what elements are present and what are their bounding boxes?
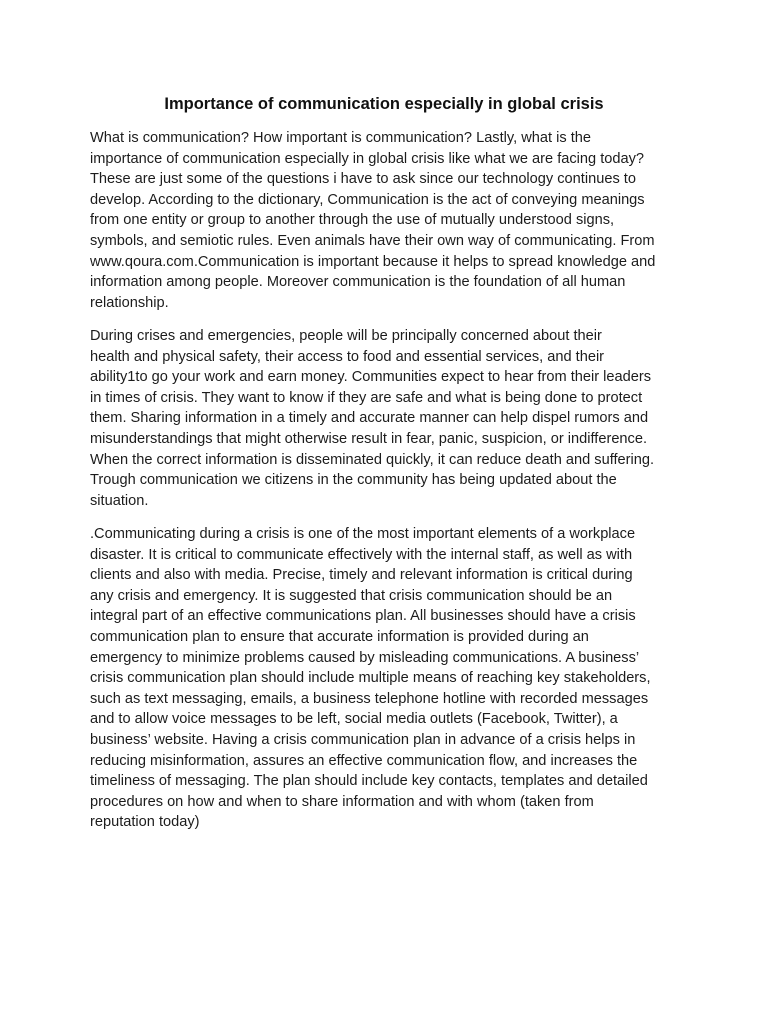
paragraph-workplace: .Communicating during a crisis is one of the most important elements of a workplace disaster. It is critical to communicate effectively with the internal staff, as well as with clients and also with media. Precise, timely and relevant information is critical during any crisis and emergency. It is suggested that crisis communication should be an integral part of an effective communications plan. All businesses should have a crisis communication plan to ensure that accurate information is provided during an emergency to minimize problems caused by misleading communications. A business’ crisis communication plan should include multiple means of reaching key stakeholders, such as text messaging, emails, a business telephone hotline with recorded messages and to allow voice messages to be left, social media outlets (Facebook, Twitter), a business’ website. Having a crisis communication plan in advance of a crisis helps in reducing misinformation, assures an effective communication flow, and increases the timeliness of messaging. The plan should include key contacts, templates and detailed procedures on how and when to share information and with whom (taken from reputation today) xyxy=(90,526,651,831)
document-title: Importance of communication especially in global crisis xyxy=(164,95,604,113)
paragraph-intro: What is communication? How important is communication? Lastly, what is the importance of communication especially in global crisis like what we are facing today? These are just some of the questions i have to ask since our technology continues to develop. According to the dictionary, Communication is the act of conveying meanings from one entity or group to another through the use of mutually understood signs, symbols, and semiotic rules. Even animals have their own way of communicating. From www.qoura.com.Communication is important because it helps to spread knowledge and information among people. Moreover communication is the foundation of all human relationship. xyxy=(90,130,656,311)
paragraph-crises: During crises and emergencies, people will be principally concerned about their health and physical safety, their access to food and essential services, and their ability1to go your work and earn money. Communities expect to hear from their leaders in times of crisis. They want to know if they are safe and what is being done to protect them. Sharing information in a timely and accurate manner can help dispel rumors and misunderstandings that might otherwise result in fear, panic, suspicion, or indifference. When the correct information is disseminated quickly, it can reduce death and suffering. Trough communication we citizens in the community has being updated about the situation. xyxy=(90,328,655,509)
